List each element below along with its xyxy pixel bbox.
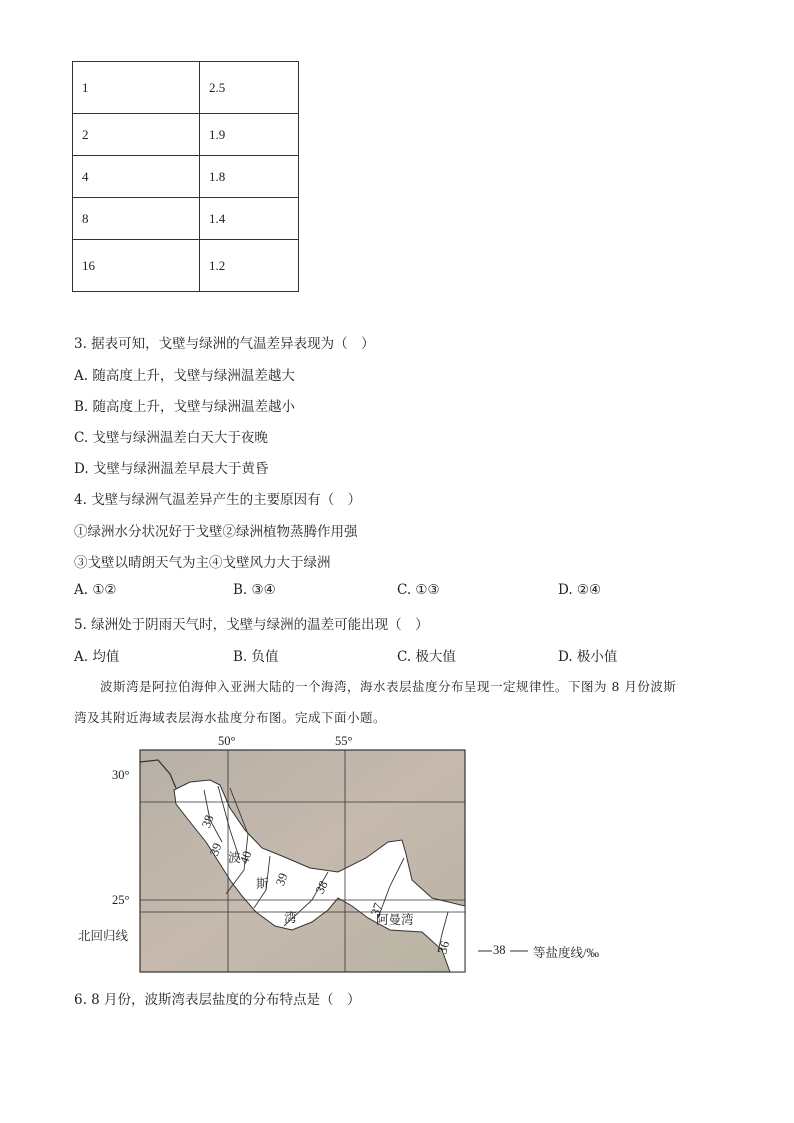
table-row (73, 240, 299, 292)
q4-statements-1: ①绿洲水分状况好于戈壁②绿洲植物蒸腾作用强 (74, 524, 358, 540)
q5-option-b: B. 负值 (233, 649, 279, 665)
place-label-gulf-of-oman: 阿曼湾 (376, 913, 414, 927)
place-label: 斯 (256, 877, 269, 891)
q3-option-b: B. 随高度上升，戈壁与绿洲温差越小 (74, 399, 296, 415)
lat-label-25: 25° (112, 893, 130, 907)
isoline-label: 39 (273, 871, 291, 888)
q5-option-a: A. 均值 (74, 649, 120, 665)
table-cell-temp-diff: 1.9 (200, 114, 299, 156)
q3-stem: 3. 据表可知，戈壁与绿洲的气温差异表现为（ ） (74, 336, 375, 352)
table-cell-height: 4 (73, 156, 200, 198)
legend-isoline-value: 38 (493, 943, 506, 957)
isoline-label: 36 (435, 939, 453, 956)
q5-stem: 5. 绿洲处于阴雨天气时，戈壁与绿洲的温差可能出现（ ） (74, 617, 429, 633)
isoline-label: 39 (207, 841, 225, 858)
table-cell-temp-diff: 1.4 (200, 198, 299, 240)
q3-option-d: D. 戈壁与绿洲温差早晨大于黄昏 (74, 461, 269, 477)
table-row (73, 198, 299, 240)
q4-option-a: A. ①② (74, 582, 117, 598)
table-row (73, 62, 299, 114)
table-cell-height: 16 (73, 240, 200, 292)
data-table (72, 61, 299, 292)
place-label: 波 (228, 851, 241, 865)
q6-stem: 6. 8 月份，波斯湾表层盐度的分布特点是（ ） (74, 992, 361, 1008)
table-cell-height: 2 (73, 114, 200, 156)
salinity-map (70, 730, 630, 980)
table-cell-temp-diff: 2.5 (200, 62, 299, 114)
lat-label-30: 30° (112, 768, 130, 782)
q4-option-b: B. ③④ (233, 582, 276, 598)
q5-option-c: C. 极大值 (397, 649, 456, 665)
q3-option-c: C. 戈壁与绿洲温差白天大于夜晚 (74, 430, 268, 446)
lon-label-50: 50° (218, 734, 236, 748)
isoline-label: 40 (237, 849, 255, 866)
table-cell-height: 1 (73, 62, 200, 114)
isoline-label: 38 (199, 813, 217, 830)
place-label: 湾 (284, 911, 297, 925)
table-cell-temp-diff: 1.8 (200, 156, 299, 198)
table-row (73, 156, 299, 198)
passage-line-1: 波斯湾是阿拉伯海伸入亚洲大陆的一个海湾，海水表层盐度分布呈现一定规律性。下图为 8 月份波斯 (100, 679, 677, 694)
table-cell-temp-diff: 1.2 (200, 240, 299, 292)
passage-line-2: 湾及其附近海域表层海水盐度分布图。完成下面小题。 (74, 710, 387, 725)
q3-option-a: A. 随高度上升，戈壁与绿洲温差越大 (74, 368, 295, 384)
q4-stem: 4. 戈壁与绿洲气温差异产生的主要原因有（ ） (74, 492, 362, 508)
legend-text: 等盐度线/‰ (533, 946, 599, 960)
q4-option-d: D. ②④ (558, 582, 602, 598)
table-cell-height: 8 (73, 198, 200, 240)
table-row (73, 114, 299, 156)
q4-statements-2: ③戈壁以晴朗天气为主④戈壁风力大于绿洲 (74, 555, 331, 571)
isoline-label: 37 (368, 901, 386, 918)
isoline-label: 38 (312, 878, 331, 896)
tropic-of-cancer-label: 北回归线 (78, 929, 129, 943)
q4-option-c: C. ①③ (397, 582, 440, 598)
lon-label-55: 55° (335, 734, 353, 748)
q5-option-d: D. 极小值 (558, 649, 618, 665)
